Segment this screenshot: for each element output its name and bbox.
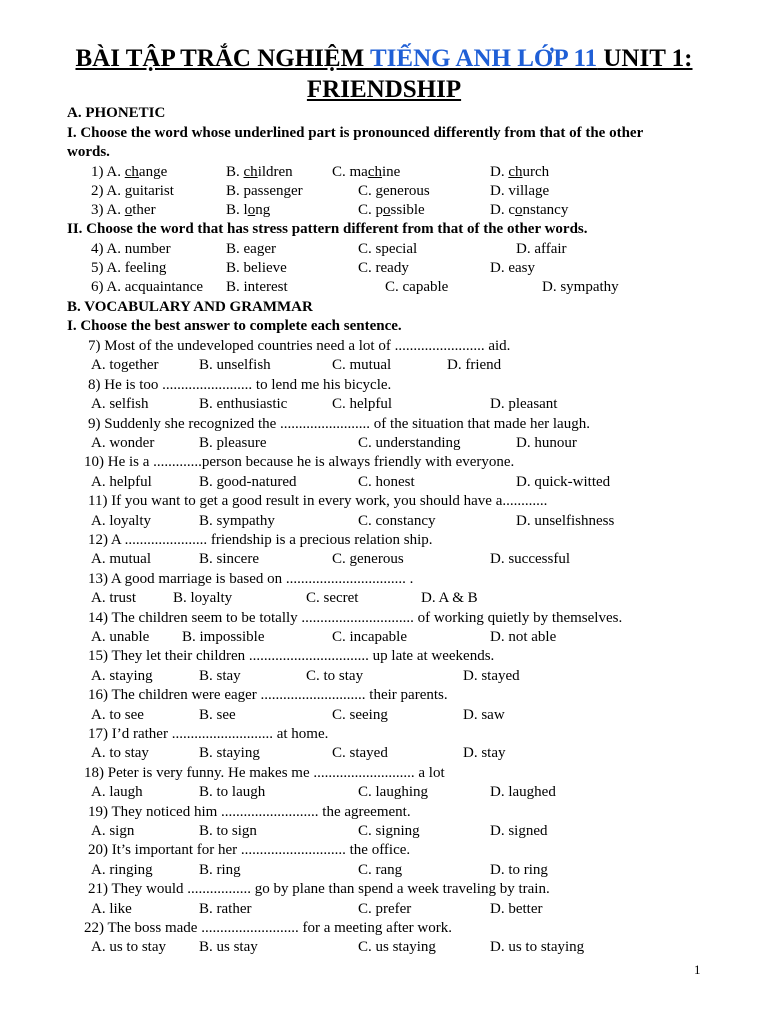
option-14c: C. incapable — [332, 629, 407, 645]
question-18: 18) Peter is very funny. He makes me ........................... a lot — [84, 764, 445, 781]
option-22d: D. us to staying — [490, 939, 585, 956]
option-18c: C. laughing — [358, 784, 428, 801]
option-20c: C. rang — [358, 861, 403, 878]
option-3d: D. constancy — [490, 202, 569, 218]
question-8: 8) He is too ........................ to lend me his bicycle. — [88, 376, 392, 393]
page-title — [0, 44, 768, 74]
option-18a: A. laugh — [91, 784, 143, 801]
question-19: 19) They noticed him .......................... the agreement. — [88, 803, 411, 820]
option-2b: B. passenger — [226, 183, 303, 199]
option-11b: B. sympathy — [199, 512, 275, 529]
page-subtitle: FRIENDSHIP — [306, 76, 462, 103]
option-5b: B. believe — [226, 260, 287, 276]
option-13c: C. secret — [306, 590, 359, 607]
option-4b: B. eager — [226, 241, 276, 257]
option-1b: B. children — [226, 164, 293, 180]
option-17b: B. staying — [199, 745, 260, 762]
option-12a: A. mutual — [91, 551, 151, 568]
option-6b: B. interest — [226, 279, 288, 295]
section-a2-instruction: II. Choose the word that has stress pattern different from that of the other words. — [67, 221, 588, 237]
option-7a: A. together — [91, 357, 159, 374]
question-20: 20) It’s important for her ............................ the office. — [88, 842, 411, 859]
title-part-1: BÀI TẬP TRẮC NGHIỆM — [75, 45, 370, 72]
option-17c: C. stayed — [332, 745, 388, 762]
option-9a: A. wonder — [91, 435, 155, 451]
option-15b: B. stay — [199, 667, 241, 684]
option-21a: A. like — [91, 900, 132, 917]
option-20b: B. ring — [199, 861, 241, 878]
option-8a: A. selfish — [91, 396, 149, 413]
option-6d: D. sympathy — [542, 279, 619, 295]
option-4c: C. special — [358, 241, 418, 257]
option-20a: A. ringing — [91, 861, 153, 878]
option-8b: B. enthusiastic — [199, 396, 288, 413]
option-21b: B. rather — [199, 900, 252, 917]
question-7: 7) Most of the undeveloped countries need a lot of ........................ aid. — [88, 338, 511, 354]
option-13a: A. trust — [91, 590, 136, 607]
option-1c: C. machine — [332, 164, 401, 180]
question-6: 6) A. acquaintance — [91, 279, 204, 295]
option-2d: D. village — [490, 183, 550, 199]
option-4d: D. affair — [516, 241, 567, 257]
question-9: 9) Suddenly she recognized the ........................ of the situation that made her laugh. — [88, 415, 590, 432]
option-17a: A. to stay — [91, 745, 149, 762]
option-14b: B. impossible — [182, 629, 265, 645]
option-21d: D. better — [490, 900, 543, 917]
option-18b: B. to laugh — [199, 784, 266, 801]
option-16a: A. to see — [91, 706, 144, 723]
option-10a: A. helpful — [91, 473, 152, 490]
option-5d: D. easy — [490, 260, 535, 276]
option-21c: C. prefer — [358, 900, 412, 917]
question-2: 2) A. guitarist — [91, 183, 174, 199]
option-7d: D. friend — [447, 357, 502, 374]
option-9b: B. pleasure — [199, 435, 267, 451]
section-b1-instruction: I. Choose the best answer to complete each sentence. — [67, 318, 402, 334]
question-1: 1) A. change — [91, 164, 168, 180]
option-10b: B. good-natured — [199, 473, 297, 490]
option-22a: A. us to stay — [91, 939, 166, 956]
question-17: 17) I’d rather ........................... at home. — [88, 726, 329, 742]
question-21: 21) They would ................. go by plane than spend a week traveling by train. — [88, 881, 550, 898]
option-15a: A. staying — [91, 667, 153, 684]
option-5c: C. ready — [358, 260, 409, 276]
option-12d: D. successful — [490, 551, 570, 568]
option-3b: B. long — [226, 202, 271, 218]
option-13d: D. A & B — [421, 590, 478, 607]
option-19a: A. sign — [91, 823, 135, 839]
title-part-2: TIẾNG ANH LỚP 11 — [369, 45, 598, 72]
option-20d: D. to ring — [490, 861, 548, 878]
option-1d: D. church — [490, 164, 550, 180]
option-11d: D. unselfishness — [516, 512, 615, 529]
option-22b: B. us stay — [199, 939, 258, 956]
option-12c: C. generous — [332, 551, 404, 568]
option-8c: C. helpful — [332, 396, 392, 413]
option-11a: A. loyalty — [91, 512, 151, 529]
question-5: 5) A. feeling — [91, 260, 167, 276]
option-16c: C. seeing — [332, 706, 388, 723]
option-17d: D. stay — [463, 745, 506, 762]
option-3c: C. possible — [358, 202, 425, 218]
option-2c: C. generous — [358, 183, 430, 199]
option-12b: B. sincere — [199, 551, 259, 568]
option-19d: D. signed — [490, 823, 548, 839]
question-22: 22) The boss made .......................... for a meeting after work. — [84, 920, 452, 936]
section-b-heading: B. VOCABULARY AND GRAMMAR — [67, 299, 313, 315]
option-6c: C. capable — [385, 279, 449, 295]
question-16: 16) The children were eager ............................ their parents. — [88, 687, 448, 704]
option-22c: C. us staying — [358, 939, 436, 956]
option-7b: B. unselfish — [199, 357, 271, 374]
option-8d: D. pleasant — [490, 396, 558, 413]
section-a1-instruction: I. Choose the word whose underlined part is pronounced differently from that of the other — [67, 125, 644, 141]
option-10d: D. quick-witted — [516, 473, 611, 490]
option-15c: C. to stay — [306, 667, 364, 684]
option-16d: D. saw — [463, 706, 505, 723]
question-11: 11) If you want to get a good result in every work, you should have a............ — [88, 493, 548, 510]
option-15d: D. stayed — [463, 667, 520, 684]
option-11c: C. constancy — [358, 512, 436, 529]
option-9d: D. hunour — [516, 435, 577, 451]
option-19c: C. signing — [358, 823, 420, 839]
title-part-3: UNIT 1: — [597, 45, 693, 72]
option-18d: D. laughed — [490, 784, 556, 801]
question-10: 10) He is a .............person because he is always friendly with everyone. — [84, 454, 515, 471]
question-4: 4) A. number — [91, 241, 171, 257]
option-7c: C. mutual — [332, 357, 392, 374]
question-12: 12) A ...................... friendship is a precious relation ship. — [88, 532, 433, 548]
option-10c: C. honest — [358, 473, 415, 490]
section-a1-instruction-cont: words. — [67, 144, 110, 160]
option-14d: D. not able — [490, 629, 557, 645]
option-14a: A. unable — [91, 629, 150, 645]
option-19b: B. to sign — [199, 823, 257, 839]
question-13: 13) A good marriage is based on ................................ . — [88, 570, 414, 587]
option-9c: C. understanding — [358, 435, 461, 451]
page-number: 1 — [694, 962, 701, 977]
question-14: 14) The children seem to be totally .............................. of working quietly by themselves. — [88, 609, 623, 626]
section-a-heading: A. PHONETIC — [67, 105, 166, 121]
question-3: 3) A. other — [91, 202, 156, 218]
option-13b: B. loyalty — [173, 590, 233, 607]
option-16b: B. see — [199, 706, 236, 723]
question-15: 15) They let their children ................................ up late at weekends. — [88, 648, 495, 665]
